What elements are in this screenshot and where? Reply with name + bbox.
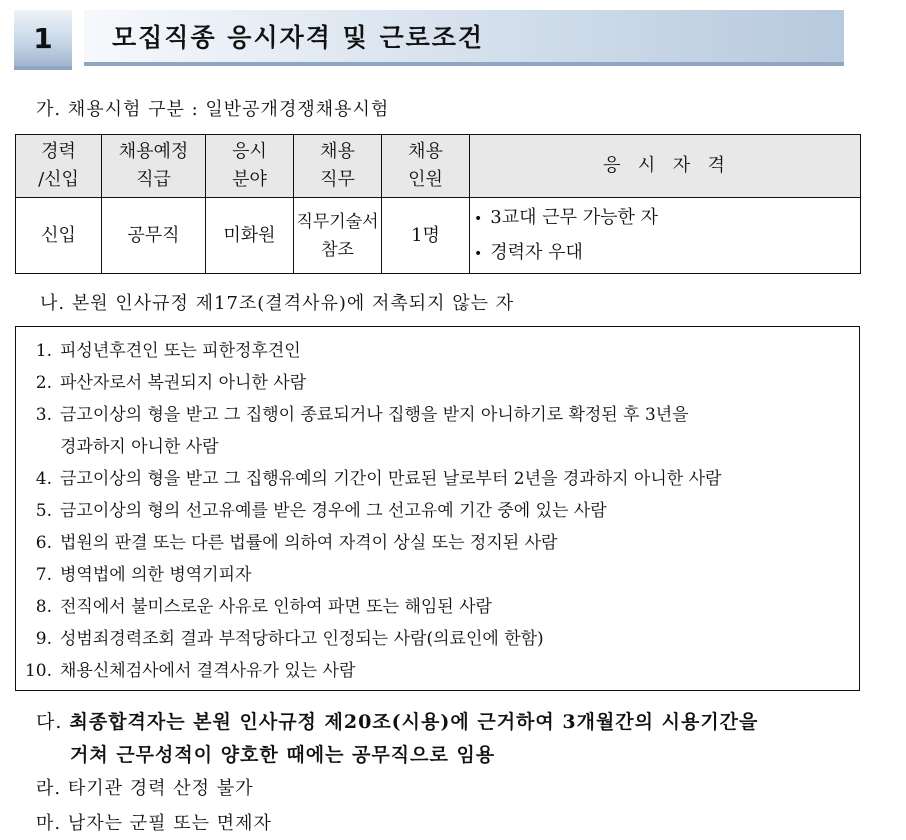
list-item xyxy=(16,559,859,591)
list-number: 5. xyxy=(35,501,52,521)
list-text: 금고이상의 형의 선고유예를 받은 경우에 그 선고유예 기간 중에 있는 사람 xyxy=(60,501,607,521)
disqualification-list xyxy=(16,327,859,687)
exam-type-line: 가. 채용시험 구분 : 일반공개경쟁채용시험 xyxy=(36,99,390,120)
list-text-continued: 경과하지 아니한 사람 xyxy=(60,437,219,457)
list-item xyxy=(16,591,859,623)
list-text: 금고이상의 형을 받고 그 집행유예의 기간이 만료된 날로부터 2년을 경과하지 아니한 사람 xyxy=(60,469,722,489)
list-item xyxy=(16,495,859,527)
disqualification-box xyxy=(15,326,860,691)
th-count: 채용 인원 xyxy=(382,135,470,198)
list-number: 10. xyxy=(24,661,52,681)
cell-duty: 직무기술서 참조 xyxy=(294,198,382,274)
list-number: 1. xyxy=(35,341,52,361)
list-item xyxy=(16,463,859,495)
qualification-item: • 경력자 우대 xyxy=(474,241,583,263)
list-number: 4. xyxy=(35,469,52,489)
th-duty: 채용 직무 xyxy=(294,135,382,198)
cell-count: 1명 xyxy=(382,198,470,274)
bullet-icon: • xyxy=(474,245,483,262)
table-row xyxy=(16,198,861,274)
th-field: 응시 분야 xyxy=(206,135,294,198)
list-number: 8. xyxy=(35,597,52,617)
military-note-line: 마. 남자는 군필 또는 면제자 xyxy=(36,813,272,834)
career-note-line: 라. 타기관 경력 산정 불가 xyxy=(36,778,254,799)
list-item xyxy=(16,367,859,399)
list-text: 파산자로서 복권되지 아니한 사람 xyxy=(60,373,307,393)
recruitment-table xyxy=(15,134,861,274)
cell-qualifications xyxy=(470,198,861,274)
list-item xyxy=(16,335,859,367)
list-number: 7. xyxy=(35,565,52,585)
list-number: 6. xyxy=(35,533,52,553)
list-text: 피성년후견인 또는 피한정후견인 xyxy=(60,341,301,361)
cell-field: 미화원 xyxy=(206,198,294,274)
list-text: 금고이상의 형을 받고 그 집행이 종료되거나 집행을 받지 아니하기로 확정된 후 3년을 xyxy=(60,405,689,425)
th-career: 경력 /신입 xyxy=(16,135,102,198)
cell-career: 신입 xyxy=(16,198,102,274)
section-number: 1 xyxy=(14,10,72,70)
qualification-item: • 3교대 근무 가능한 자 xyxy=(474,206,658,228)
list-item xyxy=(16,399,859,463)
list-number: 9. xyxy=(35,629,52,649)
cell-grade: 공무직 xyxy=(102,198,206,274)
probation-line-2: 거쳐 근무성적이 양호한 때에는 공무직으로 임용 xyxy=(70,744,496,766)
list-text: 성범죄경력조회 결과 부적당하다고 인정되는 사람(의료인에 한함) xyxy=(60,629,544,649)
list-number: 2. xyxy=(35,373,52,393)
bullet-icon: • xyxy=(474,210,483,227)
section-header xyxy=(14,10,844,70)
list-item xyxy=(16,623,859,655)
section-title: 모집직종 응시자격 및 근로조건 xyxy=(84,10,844,66)
list-text: 법원의 판결 또는 다른 법률에 의하여 자격이 상실 또는 정지된 사람 xyxy=(60,533,558,553)
disqualification-heading: 나. 본원 인사규정 제17조(결격사유)에 저촉되지 않는 자 xyxy=(40,293,515,314)
list-item xyxy=(16,655,859,687)
table-header-row xyxy=(16,135,861,198)
th-grade: 채용예정 직급 xyxy=(102,135,206,198)
list-text: 병역법에 의한 병역기피자 xyxy=(60,565,252,585)
list-item xyxy=(16,527,859,559)
list-number: 3. xyxy=(35,405,52,425)
probation-line-1: 다. 최종합격자는 본원 인사규정 제20조(시용)에 근거하여 3개월간의 시용기간을 xyxy=(36,711,759,733)
list-text: 전직에서 불미스로운 사유로 인하여 파면 또는 해임된 사람 xyxy=(60,597,492,617)
th-qualifications: 응 시 자 격 xyxy=(470,135,861,198)
list-text: 채용신체검사에서 결격사유가 있는 사람 xyxy=(60,661,356,681)
